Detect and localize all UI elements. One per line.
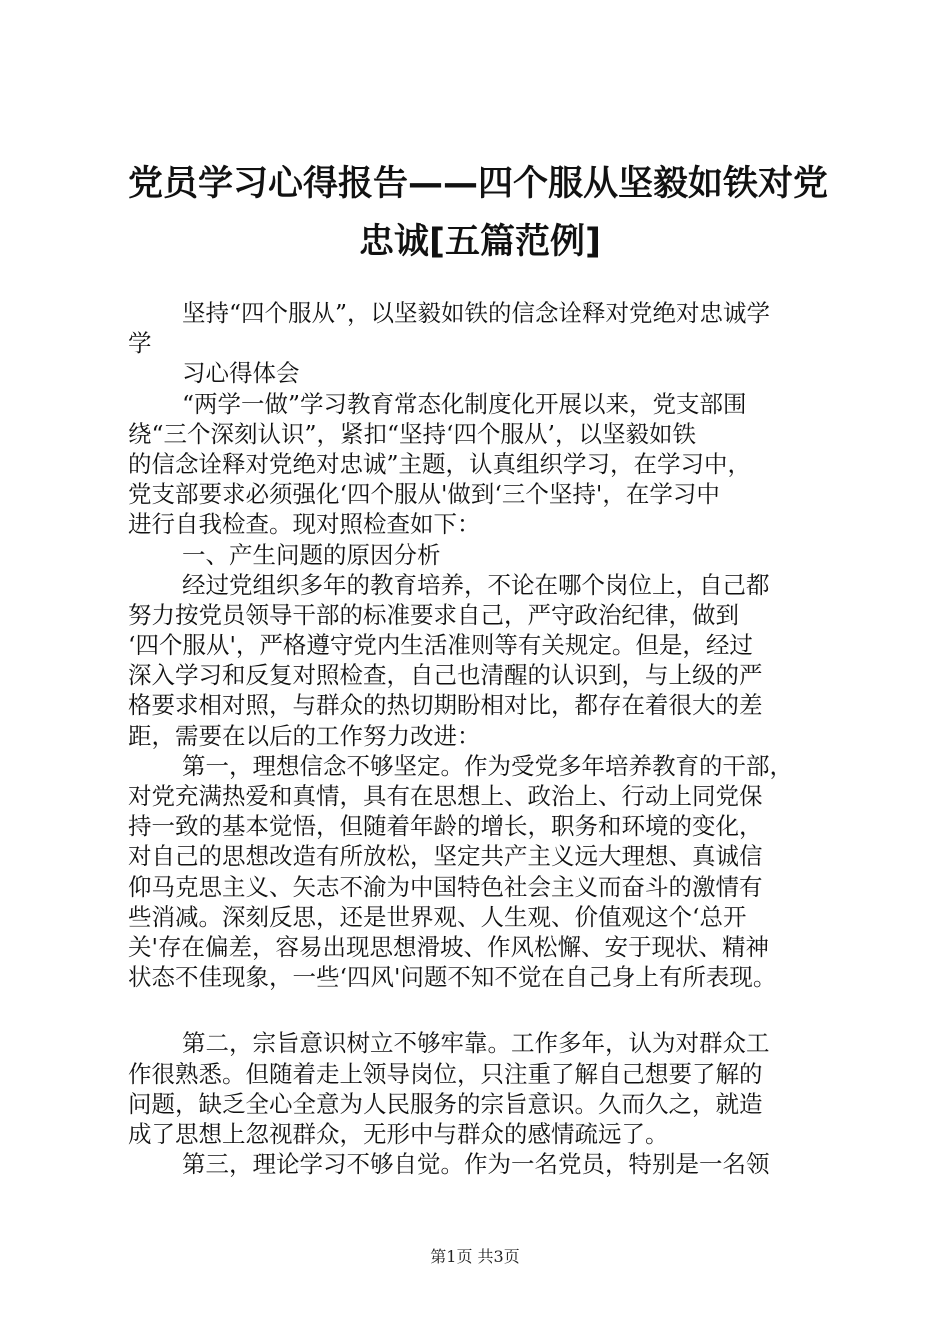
body-line: 第一，理想信念不够坚定。作为受党多年培养教育的干部， <box>182 751 793 780</box>
body-line: 进行自我检查。现对照检查如下： <box>128 510 481 539</box>
body-line: “两学一做”学习教育常态化制度化开展以来，党支部围 <box>182 389 747 418</box>
body-line: 对自己的思想改造有所放松，坚定共产主义远大理想、真诚信 <box>128 842 763 871</box>
body-line: 格要求相对照，与群众的热切期盼相对比，都存在着很大的差 <box>128 691 763 720</box>
paragraph-gap <box>128 992 840 1028</box>
document-title-line-2: 忠诚[五篇范例] <box>359 222 601 262</box>
section-heading: 一、产生问题的原因分析 <box>182 540 441 569</box>
body-line: 经过党组织多年的教育培养，不论在哪个岗位上，自己都 <box>182 570 770 599</box>
body-line: 的信念诠释对党绝对忠诚”主题，认真组织学习，在学习中， <box>128 449 752 478</box>
page-footer: 第1页 共3页 <box>430 1247 520 1266</box>
body-line: 努力按党员领导干部的标准要求自己，严守政治纪律，做到 <box>128 600 739 629</box>
body-line: 关'存在偏差，容易出现思想滑坡、作风松懈、安于现状、精神 <box>128 932 769 961</box>
body-line: 作很熟悉。但随着走上领导岗位，只注重了解自己想要了解的 <box>128 1059 763 1088</box>
body-line: 距，需要在以后的工作努力改进： <box>128 721 481 750</box>
body-line: 成了思想上忽视群众，无形中与群众的感情疏远了。 <box>128 1119 669 1148</box>
body-line: 绕“三个深刻认识”，紧扣“坚持‘四个服从’，以坚毅如铁 <box>128 419 696 448</box>
body-line: 第二，宗旨意识树立不够牢靠。工作多年，认为对群众工 <box>182 1029 770 1058</box>
body-line: 深入学习和反复对照检查，自己也清醒的认识到，与上级的严 <box>128 661 763 690</box>
body-line: 第三，理论学习不够自觉。作为一名党员，特别是一名领 <box>182 1150 770 1179</box>
body-line: 状态不佳现象，一些‘四风'问题不知不觉在自己身上有所表现。 <box>128 963 777 992</box>
body-line: 学 <box>128 329 152 358</box>
body-line: 持一致的基本觉悟，但随着年龄的增长，职务和环境的变化， <box>128 812 763 841</box>
body-line: 党支部要求必须强化‘四个服从'做到‘三个坚持'，在学习中 <box>128 480 720 509</box>
body-line: 些消减。深刻反思，还是世界观、人生观、价值观这个‘总开 <box>128 902 747 931</box>
body-line: 对党充满热爱和真情，具有在思想上、政治上、行动上同党保 <box>128 782 763 810</box>
body-line: 坚持“四个服从”，以坚毅如铁的信念诠释对党绝对忠诚学 <box>182 299 771 327</box>
body-line: 仰马克思主义、矢志不渝为中国特色社会主义而奋斗的激情有 <box>128 872 763 901</box>
body-line: 问题，缺乏全心全意为人民服务的宗旨意识。久而久之，就造 <box>128 1089 763 1118</box>
body-line: ‘四个服从'，严格遵守党内生活准则等有关规定。但是，经过 <box>128 631 753 660</box>
body-line: 习心得体会 <box>182 359 300 388</box>
document-body <box>128 298 840 1179</box>
document-title-line-1: 党员学习心得报告——四个服从坚毅如铁对党 <box>128 164 829 204</box>
